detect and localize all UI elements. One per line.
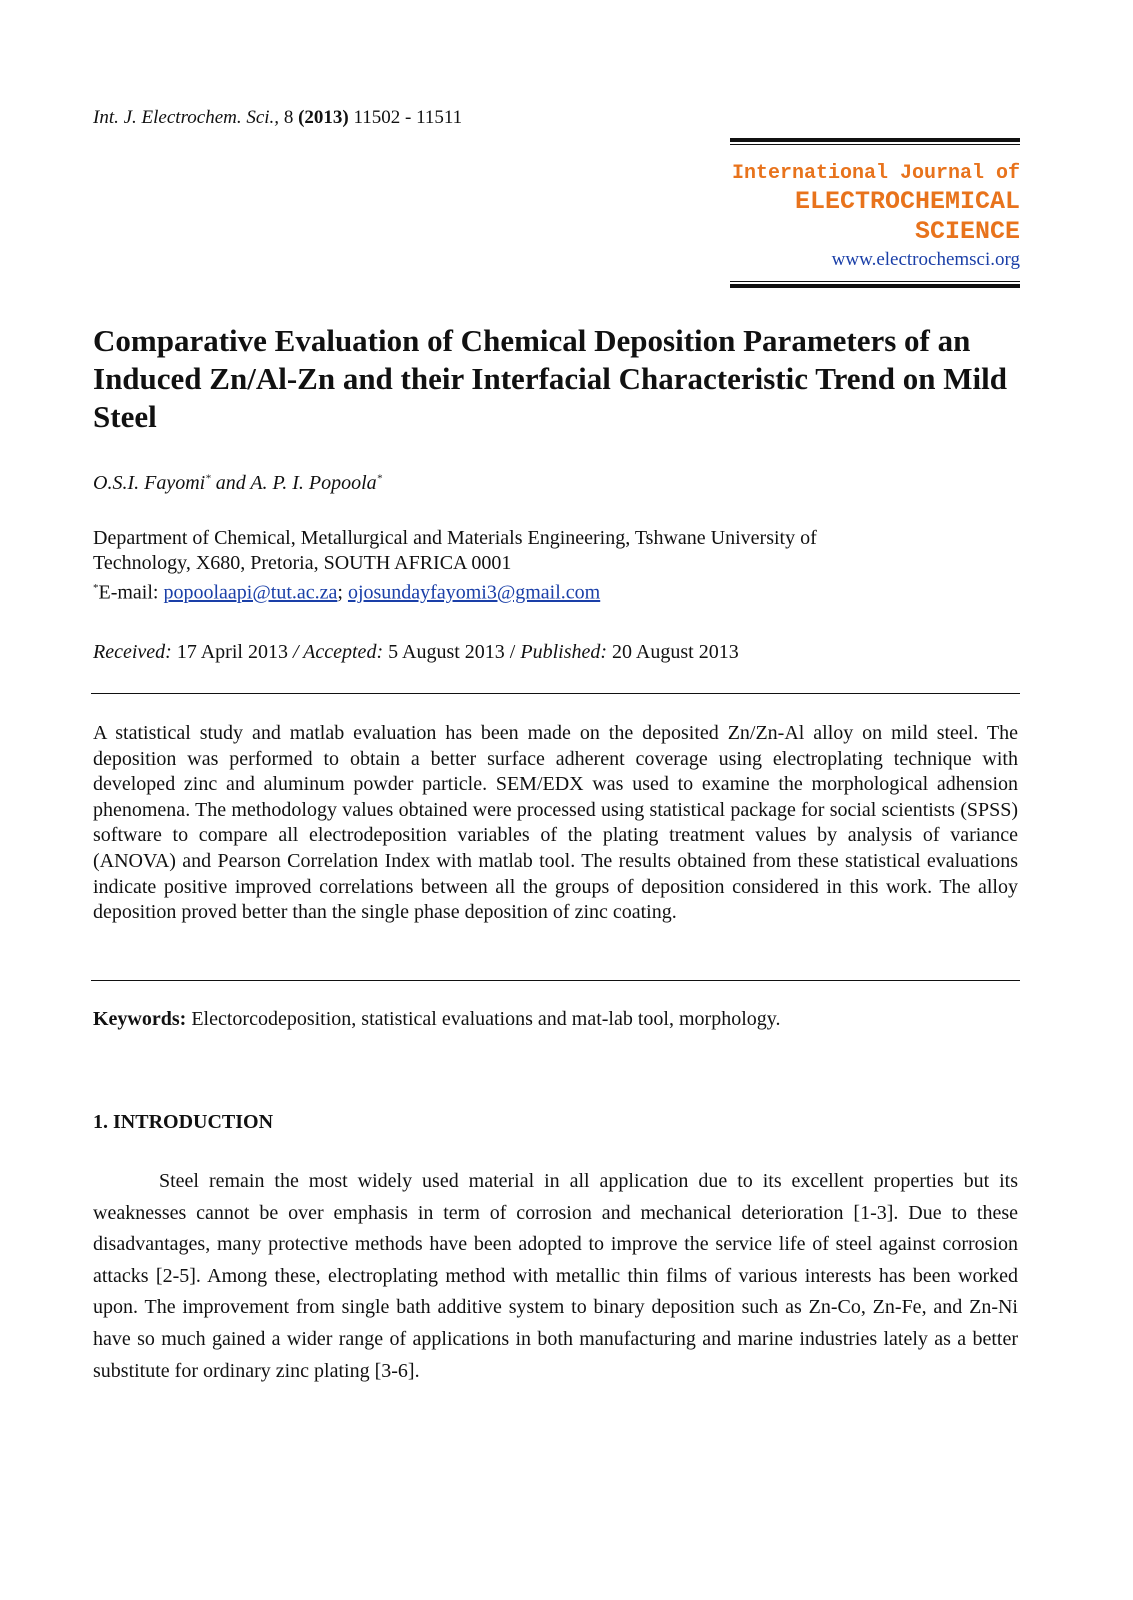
date-separator-1: / bbox=[292, 641, 304, 663]
introduction-paragraph: Steel remain the most widely used material in all application due to its excellent properties but its weaknesses cannot be over emphasis in term of corrosion and mechanical deterioration [1-3]. Due to these disadvantages, many protective methods have been adopted to improve the service life of steel against corrosion attacks [2-5]. Among these, electroplating method with metallic thin films of various interests has been worked upon. The improvement from single bath additive system to binary deposition such as Zn-Co, Zn-Fe, and Zn-Ni have so much gained a wider range of applications in both manufacturing and marine industries lately as a better substitute for ordinary zinc plating [3-6]. bbox=[93, 1170, 1018, 1382]
journal-url-link[interactable]: www.electrochemsci.org bbox=[831, 249, 1020, 270]
abstract-text: A statistical study and matlab evaluation has been made on the deposited Zn/Zn-Al alloy on mild steel. The deposition was performed to obtain a better surface adherent coverage using electroplating technique with developed zinc and aluminum powder particle. SEM/EDX was used to examine the morphological adhension phenomena. The methodology values obtained were processed using statistical package for social scientists (SPSS) software to compare all electrodeposition variables of the plating treatment values by analysis of variance (ANOVA) and Pearson Correlation Index with matlab tool. The results obtained from these statistical evaluations indicate positive improved correlations between all the groups of deposition considered in this work. The alloy deposition proved better than the single phase deposition of zinc coating. bbox=[93, 722, 1018, 924]
accepted-date: 5 August 2013 bbox=[383, 641, 510, 663]
author-1-mark: * bbox=[205, 472, 211, 485]
citation-journal: Int. J. Electrochem. Sci., bbox=[93, 107, 280, 128]
affiliation-line1: Department of Chemical, Metallurgical and Materials Engineering, Tshwane University of bbox=[93, 527, 817, 549]
email-line bbox=[93, 576, 1033, 606]
journal-citation bbox=[93, 107, 462, 129]
email-mark: * bbox=[93, 582, 99, 594]
journal-logo-box bbox=[730, 138, 1020, 290]
journal-name-line3: SCIENCE bbox=[914, 217, 1020, 246]
abstract-rule-bottom bbox=[91, 980, 1020, 981]
paper-title: Comparative Evaluation of Chemical Deposition Parameters of an Induced Zn/Al-Zn and their Interfacial Characteristic Trend on Mild Steel bbox=[93, 323, 1007, 434]
date-separator-2: / bbox=[509, 641, 521, 663]
journal-name-line2: ELECTROCHEMICAL bbox=[794, 187, 1020, 216]
published-date: 20 August 2013 bbox=[607, 641, 739, 663]
journal-name-line1: International Journal of bbox=[731, 162, 1020, 185]
abstract-rule-top bbox=[91, 693, 1020, 694]
citation-volume: 8 bbox=[283, 107, 294, 128]
email-link-2[interactable]: ojosundayfayomi3@gmail.com bbox=[347, 581, 601, 604]
citation-year: (2013) bbox=[298, 107, 349, 128]
received-label: Received: bbox=[93, 641, 172, 663]
published-label: Published: bbox=[520, 641, 608, 663]
received-date: 17 April 2013 bbox=[171, 641, 293, 663]
journal-rule-top-thin bbox=[730, 144, 1020, 145]
keywords-text: Electorcodeposition, statistical evaluations and mat-lab tool, morphology. bbox=[186, 1008, 781, 1030]
email-label: E-mail: bbox=[98, 581, 164, 604]
email-separator: ; bbox=[337, 581, 348, 604]
author-2: and A. P. I. Popoola bbox=[210, 472, 377, 494]
author-list bbox=[93, 472, 382, 495]
publication-dates bbox=[93, 641, 739, 664]
journal-rule-bottom-thick bbox=[730, 284, 1020, 288]
email-link-1[interactable]: popoolaapi@tut.ac.za bbox=[163, 581, 338, 604]
accepted-label: Accepted: bbox=[303, 641, 384, 663]
affiliation-line2: Technology, X680, Pretoria, SOUTH AFRICA 0001 bbox=[93, 552, 512, 574]
citation-pages: 11502 - 11511 bbox=[353, 107, 463, 128]
author-2-mark: * bbox=[376, 472, 383, 485]
journal-rule-bottom-thin bbox=[730, 281, 1020, 282]
section-heading-introduction: 1. INTRODUCTION bbox=[93, 1111, 274, 1133]
affiliation-block bbox=[93, 526, 1033, 606]
keywords-label: Keywords: bbox=[93, 1008, 187, 1030]
keywords-line bbox=[93, 1008, 780, 1031]
author-1: O.S.I. Fayomi bbox=[93, 472, 206, 494]
journal-rule-top-thick bbox=[730, 138, 1020, 142]
